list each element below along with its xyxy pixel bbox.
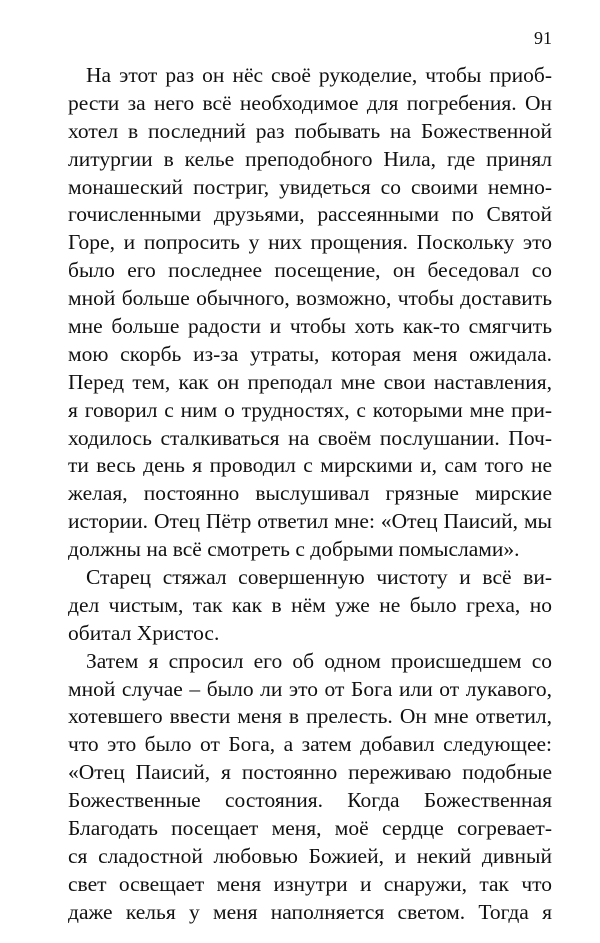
paragraph-line: дел чистым, так как в нём уже не было греха, но bbox=[68, 592, 552, 617]
paragraph-line: хотел в последний раз побывать на Божественной bbox=[68, 118, 552, 143]
paragraph-line: Старец стяжал совершенную чистоту и всё ви- bbox=[86, 565, 552, 590]
paragraph-line: На этот раз он нёс своё рукоделие, чтобы приоб- bbox=[86, 63, 552, 87]
paragraph-line: Божественные состояния. Когда Божественная bbox=[68, 788, 552, 813]
paragraph-line: литургии в келье преподобного Нила, где принял bbox=[68, 146, 552, 171]
paragraph-line: мной больше обычного, возможно, чтобы доставить bbox=[68, 286, 552, 311]
paragraph-line: свет освещает меня изнутри и снаружи, так что bbox=[68, 871, 552, 896]
paragraph-line: было его последнее посещение, он беседовал со bbox=[68, 258, 552, 283]
paragraph-line: обитал Христос. bbox=[68, 620, 220, 645]
page-number: 91 bbox=[534, 28, 552, 48]
paragraph-line: Благодать посещает меня, моё сердце согревает- bbox=[68, 816, 552, 841]
paragraph-line: хотевшего ввести меня в прелесть. Он мне ответил, bbox=[68, 704, 552, 729]
paragraph-line: Горе, и попросить у них прощения. Поскольку это bbox=[68, 230, 552, 255]
paragraph-line: ся сладостной любовью Божией, и некий дивный bbox=[68, 843, 552, 868]
paragraph-line: даже келья у меня наполняется светом. Тогда я bbox=[68, 899, 552, 924]
paragraph-line: Перед тем, как он преподал мне свои наставления, bbox=[68, 369, 552, 394]
paragraph-line: желая, постоянно выслушивал грязные мирские bbox=[68, 481, 552, 506]
paragraph-line: ти весь день я проводил с мирскими и, сам того не bbox=[68, 453, 552, 478]
paragraph-line: рести за него всё необходимое для погребения. Он bbox=[68, 90, 552, 115]
paragraph-line: я говорил с ним о трудностях, с которыми мне при- bbox=[68, 397, 552, 422]
paragraph-line: истории. Отец Пётр ответил мне: «Отец Паисий, мы bbox=[68, 509, 552, 534]
paragraph-line: мной случае – было ли это от Бога или от лукавого, bbox=[68, 676, 552, 701]
paragraph-line: «Отец Паисий, я постоянно переживаю подобные bbox=[68, 760, 552, 785]
paragraph-line: мне больше радости и чтобы хоть как-то смягчить bbox=[68, 314, 552, 339]
paragraph-line: мою скорбь из-за утраты, которая меня ожидала. bbox=[68, 341, 552, 366]
paragraph-line: что это было от Бога, а затем добавил следующее: bbox=[68, 732, 552, 757]
paragraph-line: монашеский постриг, увидеться со своими немно- bbox=[68, 174, 552, 199]
paragraph-line: должны на всё смотреть с добрыми помыслами». bbox=[68, 537, 520, 562]
paragraph-line: гочисленными друзьями, рассеянными по Святой bbox=[68, 202, 552, 227]
paragraph-line: ходилось сталкиваться на своём послушании. Поч- bbox=[68, 425, 552, 450]
body-text bbox=[68, 62, 552, 927]
paragraph-line: Затем я спросил его об одном происшедшем со bbox=[86, 648, 552, 673]
